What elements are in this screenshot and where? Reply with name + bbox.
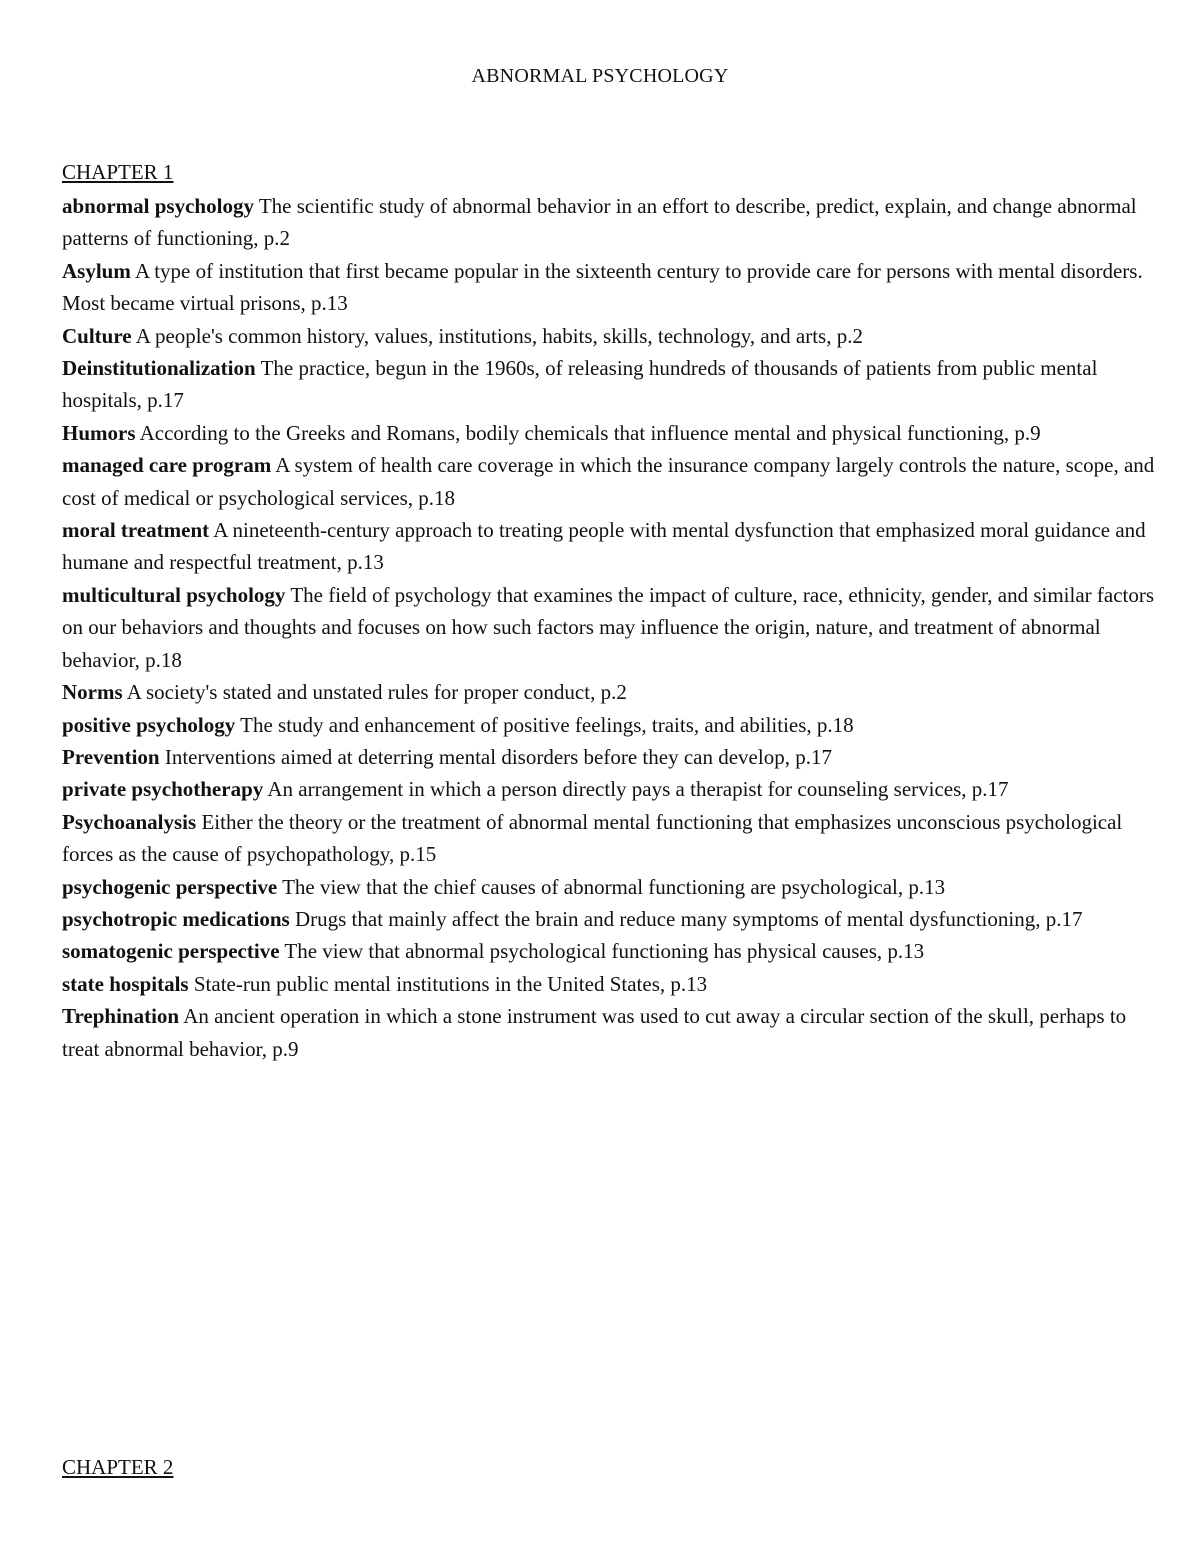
- chapter-heading: CHAPTER 1: [62, 160, 174, 184]
- glossary-entry: [62, 806, 1160, 871]
- glossary-definition: Either the theory or the treatment of abnormal mental functioning that emphasizes unconscious psychological forces as the cause of psychopathology, p.15: [62, 809, 1123, 867]
- glossary-entry: [62, 1000, 1160, 1065]
- glossary-definition: The field of psychology that examines the impact of culture, race, ethnicity, gender, and similar factors on our behaviors and thoughts and focuses on how such factors may influence the origin, nature, and treatment of abnormal behavior, p.18: [62, 582, 1155, 672]
- glossary-term: managed care program: [62, 453, 272, 478]
- glossary-entry: [62, 514, 1160, 579]
- glossary-term: Asylum: [62, 258, 131, 283]
- glossary-definition: A nineteenth-century approach to treating people with mental dysfunction that emphasized moral guidance and humane and respectful treatment, p.13: [62, 518, 1146, 575]
- glossary-definition: State-run public mental institutions in the United States, p.13: [193, 971, 708, 996]
- document-title: ABNORMAL PSYCHOLOGY: [471, 65, 729, 87]
- glossary-entry: [62, 417, 1160, 449]
- glossary-term: Culture: [62, 323, 132, 348]
- glossary-term: positive psychology: [62, 712, 236, 737]
- glossary-term: Trephination: [62, 1004, 180, 1029]
- glossary-definition: The view that the chief causes of abnormal functioning are psychological, p.13: [282, 874, 946, 899]
- glossary-definition: A system of health care coverage in which the insurance company largely controls the nature, scope, and cost of medical or psychological services, p.18: [62, 453, 1155, 510]
- glossary-entry: [62, 741, 1160, 773]
- glossary-definition: An ancient operation in which a stone instrument was used to cut away a circular section of the skull, perhaps to treat abnormal behavior, p.9: [62, 1004, 1127, 1061]
- glossary-term: Humors: [62, 420, 136, 445]
- chapter-heading: CHAPTER 2: [62, 1455, 174, 1479]
- glossary-entry: [62, 676, 1160, 708]
- glossary-term: somatogenic perspective: [62, 939, 280, 964]
- glossary-entry: [62, 968, 1160, 1000]
- glossary-entry: [62, 255, 1160, 320]
- glossary-definition: A society's stated and unstated rules for proper conduct, p.2: [126, 680, 627, 705]
- glossary-definition: The scientific study of abnormal behavior in an effort to describe, predict, explain, and change abnormal patterns of functioning, p.2: [62, 194, 1137, 251]
- glossary-term: state hospitals: [62, 971, 189, 996]
- glossary-term: Norms: [62, 680, 123, 705]
- glossary-term: Psychoanalysis: [62, 809, 197, 834]
- glossary-definition: According to the Greeks and Romans, bodily chemicals that influence mental and physical functioning, p.9: [139, 420, 1041, 445]
- glossary-term: Prevention: [62, 744, 160, 769]
- glossary-entry: [62, 579, 1160, 676]
- glossary-definition: Drugs that mainly affect the brain and reduce many symptoms of mental dysfunctioning, p.17: [294, 906, 1083, 931]
- glossary-entry: [62, 352, 1160, 417]
- glossary-definition: A type of institution that first became popular in the sixteenth century to provide care for persons with mental disorders. Most became virtual prisons, p.13: [62, 258, 1143, 316]
- glossary-entry: [62, 190, 1160, 255]
- glossary-term: psychogenic perspective: [62, 874, 278, 899]
- glossary-entry: [62, 903, 1160, 935]
- glossary-entry: [62, 709, 1160, 741]
- glossary-entry: [62, 871, 1160, 903]
- glossary-term: psychotropic medications: [62, 906, 290, 931]
- glossary-term: multicultural psychology: [62, 582, 286, 607]
- glossary-entry: [62, 320, 1160, 352]
- glossary-term: Deinstitutionalization: [62, 356, 256, 381]
- glossary-term: private psychotherapy: [62, 777, 264, 802]
- glossary-entry: [62, 449, 1160, 514]
- glossary-entry: [62, 935, 1160, 967]
- glossary-definition: The view that abnormal psychological functioning has physical causes, p.13: [284, 939, 925, 964]
- glossary-definition: An arrangement in which a person directly pays a therapist for counseling services, p.17: [267, 777, 1009, 802]
- glossary-definition: Interventions aimed at deterring mental disorders before they can develop, p.17: [164, 744, 832, 769]
- glossary-term: abnormal psychology: [62, 194, 254, 218]
- glossary-definition: The practice, begun in the 1960s, of releasing hundreds of thousands of patients from public mental hospitals, p.17: [62, 356, 1098, 413]
- glossary-list: [62, 190, 1160, 1065]
- glossary-term: moral treatment: [62, 518, 210, 543]
- glossary-definition: The study and enhancement of positive feelings, traits, and abilities, p.18: [240, 712, 854, 737]
- glossary-entry: [62, 773, 1160, 805]
- glossary-definition: A people's common history, values, institutions, habits, skills, technology, and arts, p.2: [135, 323, 863, 348]
